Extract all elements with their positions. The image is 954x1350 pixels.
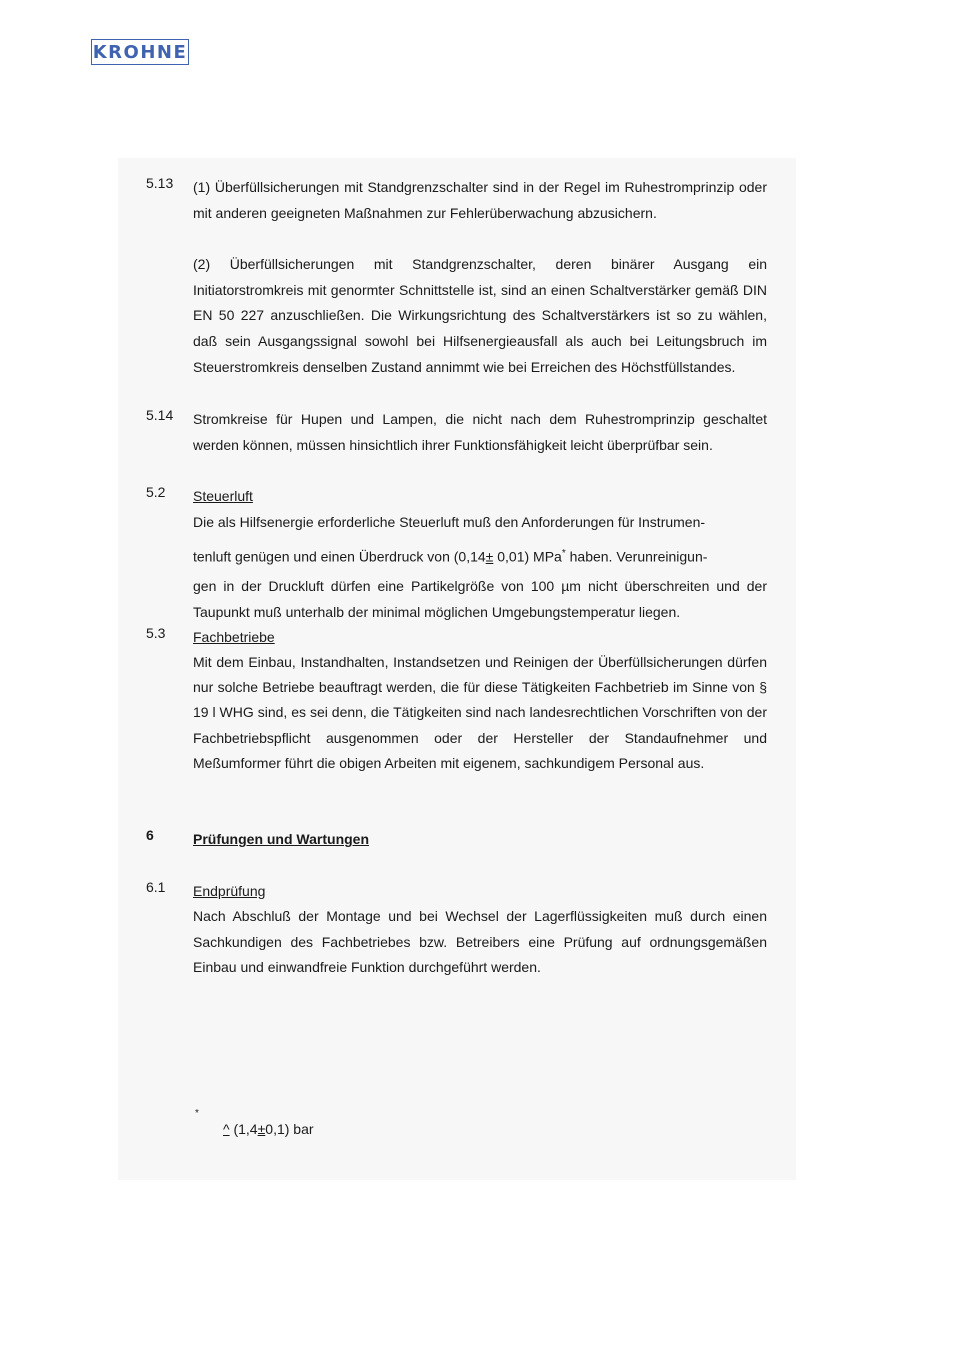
footnote-text xyxy=(223,1121,314,1137)
section-paragraph-1: (1) Überfüllsicherungen mit Standgrenzschalter sind in der Regel im Ruhestromprinzip oder mit anderen geeigneten Maßnahmen zur Fehlerüberwachung abzusichern. xyxy=(193,179,767,221)
section-number: 5.13 xyxy=(146,175,174,191)
section-title-text: Endprüfung xyxy=(193,883,266,899)
text-fragment: 0,01) MPa xyxy=(493,548,562,565)
plus-minus-sign: ± xyxy=(485,548,494,565)
text-fragment: (1,4 xyxy=(229,1121,258,1137)
section-title xyxy=(193,879,767,905)
section-title-text: Fachbetriebe xyxy=(193,629,275,645)
corresponds-symbol: ^ xyxy=(223,1121,230,1137)
footnote xyxy=(195,1108,495,1148)
section-paragraph-2: (2) Überfüllsicherungen mit Standgrenzschalter, deren binärer Ausgang ein Initiatorstromkreis mit genormter Schnittstelle ist, sind an einen Schaltverstärker gemäß DIN EN 50 227 anzuschließen. Die Wirkungsrichtung des Schaltverstärkers ist so zu wählen, daß sein Ausgangssignal sowohl bei Hilfsenergieausfall als auch bei Leitungsbruch im Steuerstromkreis denselben Zustand annimmt wie bei Erreichen des Höchstfüllstandes. xyxy=(193,256,767,375)
section-number: 5.2 xyxy=(146,484,166,500)
section-line-2 xyxy=(193,541,767,570)
plus-minus-sign: ± xyxy=(257,1121,266,1137)
krohne-logo: KROHNE xyxy=(91,39,189,65)
section-title xyxy=(193,827,767,853)
text-fragment: tenluft genügen und einen Überdruck von (0,14 xyxy=(193,548,486,565)
section-title-text: Steuerluft xyxy=(193,488,253,504)
text-fragment: 0,1) bar xyxy=(265,1121,314,1137)
section-paragraph: gen in der Druckluft dürfen eine Partikelgröße von 100 µm nicht überschreiten und der Taupunkt muß unterhalb der minimal möglichen Umgebungstemperatur liegen. xyxy=(193,578,767,620)
footnote-marker: * xyxy=(195,1108,199,1119)
section-number: 5.3 xyxy=(146,625,166,641)
section-line-1: Die als Hilfsenergie erforderliche Steuerluft muß den Anforderungen für Instrumen- xyxy=(193,514,706,530)
section-paragraph: Stromkreise für Hupen und Lampen, die nicht nach dem Ruhestromprinzip geschaltet werden können, müssen hinsichtlich ihrer Funktionsfähigkeit leicht überprüfbar sein. xyxy=(193,411,767,453)
section-title xyxy=(193,625,767,651)
section-title-text: Prüfungen und Wartungen xyxy=(193,831,370,847)
footnote-marker: * xyxy=(561,548,566,559)
section-paragraph: Mit dem Einbau, Instandhalten, Instandsetzen und Reinigen der Überfüllsicherungen dürfen nur solche Betriebe beauftragt werden, die für diese Tätigkeiten Fachbetrieb im Sinne von § 19 l WHG sind, es sei denn, die Tätigkeiten sind nach landesrechtlichen Vorschriften von der Fachbetriebspflicht ausgenommen oder der Hersteller der Standaufnehmer und Meßumformer führt die obigen Arbeiten mit eigenem, sachkundigem Personal aus. xyxy=(193,654,767,771)
text-fragment: haben. Verunreinigun- xyxy=(565,548,708,565)
section-number: 6.1 xyxy=(146,879,166,895)
section-paragraph: Nach Abschluß der Montage und bei Wechsel der Lagerflüssigkeiten muß durch einen Sachkundigen des Fachbetriebes bzw. Betreibers eine Prüfung auf ordnungsgemäßen Einbau und einwandfreie Funktion durchgeführt werden. xyxy=(193,908,767,976)
section-title xyxy=(193,484,767,510)
section-number: 5.14 xyxy=(146,407,174,423)
section-number: 6 xyxy=(146,827,154,843)
